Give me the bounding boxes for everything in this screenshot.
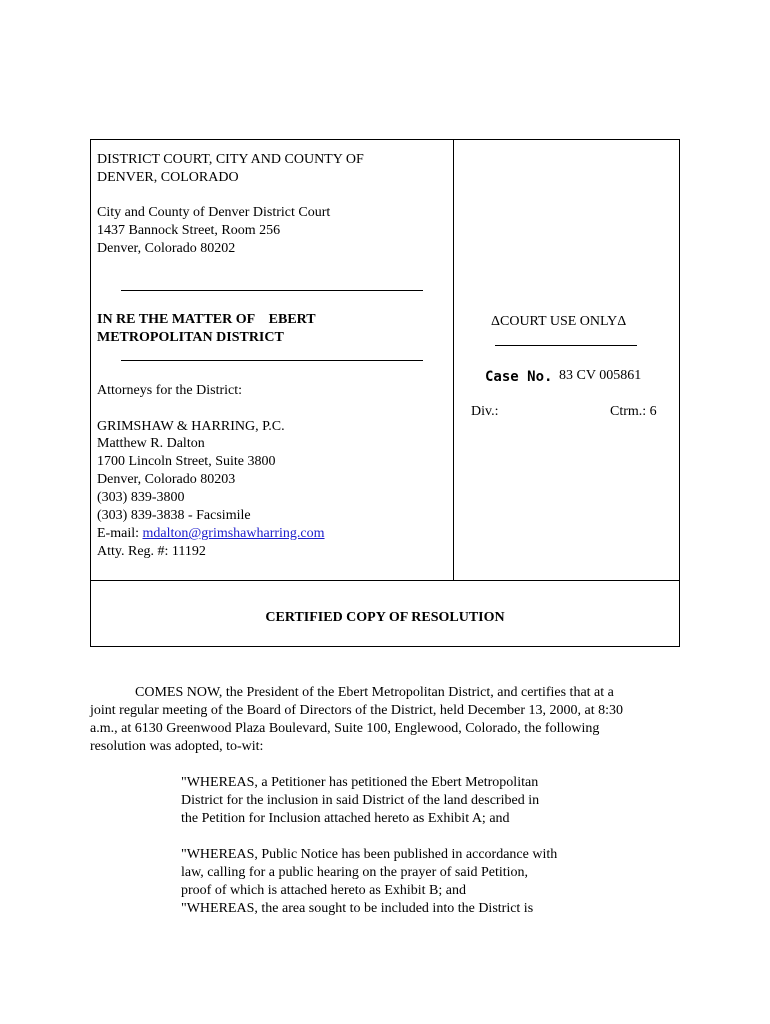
firm-name: GRIMSHAW & HARRING, P.C. [97,419,285,434]
document-title: CERTIFIED COPY OF RESOLUTION [265,610,505,625]
resolution-clause-2 [181,846,601,918]
clause-3-line1: "WHEREAS, the area sought to be included into the District is [181,901,534,916]
email-label: E-mail: [97,526,143,541]
fax-number: (303) 839-3838 - Facsimile [97,508,251,523]
opening-paragraph-line1: COMES NOW, the President of the Ebert Metropolitan District, and certifies that at a [135,685,614,700]
court-address-line1: City and County of Denver District Court [97,205,331,220]
court-address-line3: Denver, Colorado 80202 [97,241,236,256]
matter-title-line1: IN RE THE MATTER OF EBERT [97,312,316,327]
opening-paragraph-line2: joint regular meeting of the Board of Directors of the District, held December 13, 2000, at 8:30 [90,703,624,718]
court-name-line1: DISTRICT COURT, CITY AND COUNTY OF [97,152,364,167]
resolution-clause-1 [181,774,601,828]
matter-title-line2: METROPOLITAN DISTRICT [97,330,284,345]
division-label: Div.: [471,404,499,419]
phone-number: (303) 839-3800 [97,490,185,505]
opening-paragraph-line3: a.m., at 6130 Greenwood Plaza Boulevard, Suite 100, Englewood, Colorado, the following [90,721,600,736]
court-address-line2: 1437 Bannock Street, Room 256 [97,223,281,238]
email-line [97,525,325,543]
clause-1-line2: District for the inclusion in said District of the land described in [181,793,540,808]
case-number-value: 83 CV 005861 [559,368,642,383]
firm-address-line2: Denver, Colorado 80203 [97,472,236,487]
courtroom-label: Ctrm.: 6 [610,404,657,419]
opening-paragraph-line4: resolution was adopted, to-wit: [90,739,264,754]
attorneys-label: Attorneys for the District: [97,383,243,398]
clause-1-line3: the Petition for Inclusion attached hereto as Exhibit A; and [181,811,510,826]
firm-address-line1: 1700 Lincoln Street, Suite 3800 [97,454,276,469]
case-number-label: Case No. [485,369,553,385]
separator-rule-top [121,290,423,291]
case-caption-table [90,139,680,647]
attorney-name: Matthew R. Dalton [97,436,205,451]
court-use-underline [495,345,637,346]
clause-2-line3: proof of which is attached hereto as Exhibit B; and [181,883,466,898]
court-use-only-label: ΔCOURT USE ONLYΔ [491,314,627,329]
email-link[interactable]: mdalton@grimshawharring.com [142,526,325,541]
caption-horizontal-divider [91,580,679,581]
clause-2-line1: "WHEREAS, Public Notice has been published in accordance with [181,847,558,862]
clause-2-line2: law, calling for a public hearing on the prayer of said Petition, [181,865,529,880]
opening-paragraph [90,684,685,756]
separator-rule-bottom [121,360,423,361]
clause-1-line1: "WHEREAS, a Petitioner has petitioned the Ebert Metropolitan [181,775,539,790]
caption-vertical-divider [453,140,454,580]
court-name-line2: DENVER, COLORADO [97,170,239,185]
attorney-registration: Atty. Reg. #: 11192 [97,544,206,559]
